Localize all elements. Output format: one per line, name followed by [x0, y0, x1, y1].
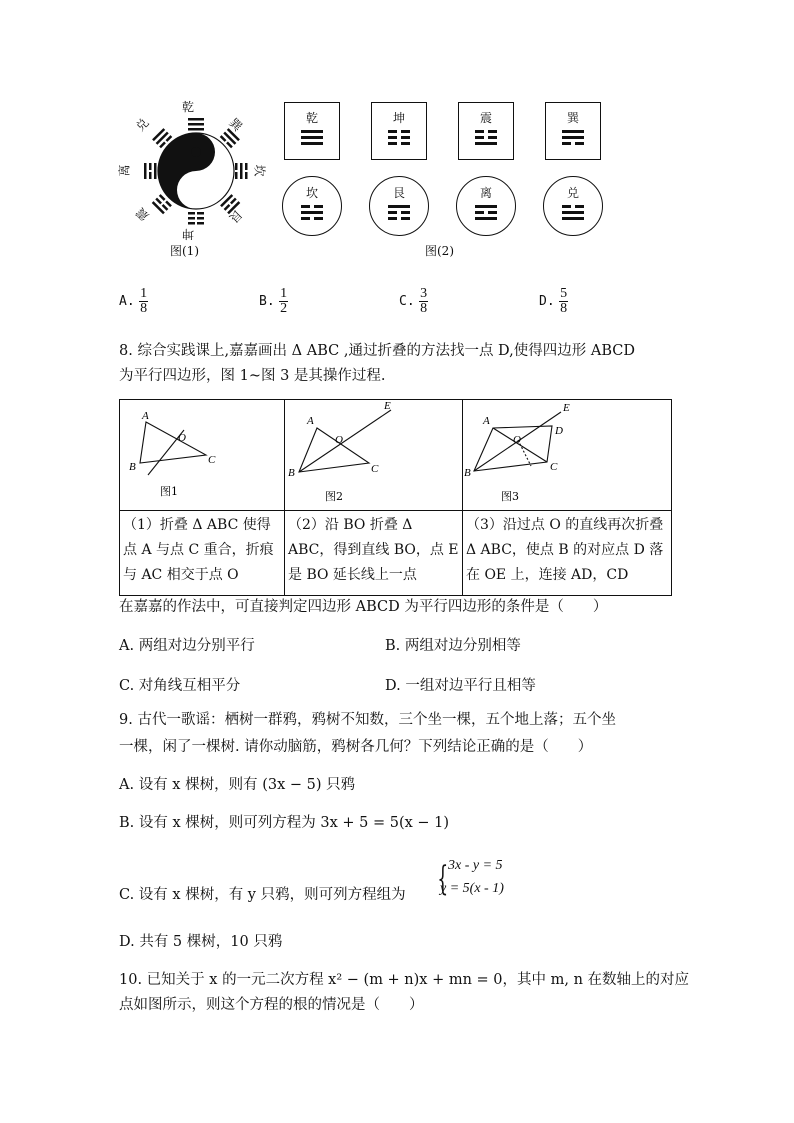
q8-option-d[interactable]: D. 一组对边平行且相等	[385, 678, 536, 694]
trigram-bars	[370, 201, 428, 225]
q7-option-a[interactable]	[119, 287, 148, 316]
trigram-bars	[285, 126, 339, 150]
equation-2: y = 5(x - 1)	[440, 881, 504, 896]
q9-option-d[interactable]: D. 共有 5 棵树，10 只鸦	[119, 934, 283, 950]
point-E: E	[563, 402, 570, 414]
step2-figure	[285, 400, 462, 506]
trigram-label-gen: 艮	[226, 206, 245, 226]
q8-question: 在嘉嘉的作法中，可直接判定四边形 ABCD 为平行四边形的条件是（ ）	[119, 599, 608, 615]
q9-stem-line2: 一棵，闲了一棵树. 请你动脑筋，鸦树各几何？下列结论正确的是（ ）	[119, 739, 593, 755]
step1-figure-cell	[120, 400, 285, 511]
trigram-bars	[372, 126, 426, 150]
card-square-xun	[545, 102, 601, 160]
fig1-caption: 图(1)	[170, 244, 199, 258]
card-label: 巽	[566, 111, 579, 125]
fraction	[139, 287, 148, 316]
fraction	[279, 287, 288, 316]
q9-option-c[interactable]: C. 设有 x 棵树，有 y 只鸦，则可列方程组为	[119, 887, 406, 903]
point-C: C	[371, 463, 379, 475]
point-O: O	[178, 432, 186, 444]
card-label: 艮	[392, 186, 405, 200]
option-letter: B.	[259, 294, 275, 309]
point-B: B	[129, 461, 136, 473]
card-label: 离	[479, 186, 492, 200]
card-square-zhen	[458, 102, 514, 160]
denominator: 8	[560, 301, 568, 316]
point-E: E	[384, 400, 391, 412]
step1-text-cell	[120, 511, 285, 596]
trigram-label-zhen: 震	[133, 204, 152, 224]
q8-option-b[interactable]: B. 两组对边分别相等	[385, 638, 521, 654]
trigram-cards-figure	[280, 100, 600, 260]
card-circle-gen	[369, 176, 429, 236]
step2-text-cell	[285, 511, 463, 596]
numerator: 1	[140, 286, 148, 301]
card-square-kun	[371, 102, 427, 160]
numerator: 1	[280, 286, 288, 301]
card-circle-li	[456, 176, 516, 236]
point-A: A	[307, 415, 314, 427]
left-brace: {	[437, 859, 449, 899]
equation-1: 3x - y = 5	[448, 858, 503, 873]
point-C: C	[208, 454, 216, 466]
trigram-bars	[457, 201, 515, 225]
trigram-label-qian: 乾	[182, 100, 195, 114]
trigram-bars	[459, 126, 513, 150]
card-label: 乾	[305, 111, 318, 125]
fig1-label: 图1	[160, 485, 178, 498]
denominator: 8	[420, 301, 428, 316]
q10-stem-line1: 10. 已知关于 x 的一元二次方程 x² − (m + n)x + mn = 0，其中 m, n 在数轴上的对应	[119, 972, 690, 988]
q9-option-a[interactable]: A. 设有 x 棵树，则有 (3x − 5) 只鸦	[119, 777, 356, 793]
step3-text-cell	[463, 511, 672, 596]
denominator: 8	[140, 301, 148, 316]
card-label: 兑	[566, 186, 579, 200]
card-square-qian	[284, 102, 340, 160]
point-O: O	[335, 434, 343, 446]
point-O: O	[513, 434, 521, 446]
numerator: 5	[560, 286, 568, 301]
point-D: D	[555, 425, 563, 437]
trigram-label-kan: 坎	[252, 164, 267, 177]
step1-text: （1）折叠 Δ ABC 使得点 A 与点 C 重合，折痕与 AC 相交于点 O	[123, 517, 274, 583]
step3-text: （3）沿过点 O 的直线再次折叠 Δ ABC，使点 B 的对应点 D 落在 OE 上，连接 AD，CD	[466, 517, 664, 583]
card-circle-dui	[543, 176, 603, 236]
q7-option-b[interactable]	[259, 287, 288, 316]
trigram-label-li: 离	[117, 164, 132, 177]
trigram-label-xun: 巽	[226, 115, 245, 135]
point-B: B	[464, 467, 471, 479]
q8-option-c[interactable]: C. 对角线互相平分	[119, 678, 241, 694]
option-letter: D.	[539, 294, 555, 309]
card-label: 震	[479, 111, 492, 125]
numerator: 3	[420, 286, 428, 301]
q10-stem-line2: 点如图所示，则这个方程的根的情况是（ ）	[119, 997, 424, 1013]
fig2-label: 图2	[325, 490, 343, 503]
q8-stem-line2: 为平行四边形，图 1~图 3 是其操作过程.	[119, 368, 386, 384]
q9-stem-line1: 9. 古代一歌谣：栖树一群鸦，鸦树不知数，三个坐一棵，五个地上落；五个坐	[119, 712, 616, 728]
denominator: 2	[280, 301, 288, 316]
card-circle-kan	[282, 176, 342, 236]
step2-figure-cell	[285, 400, 463, 511]
q8-option-a[interactable]: A. 两组对边分别平行	[119, 638, 255, 654]
trigram-bars	[283, 201, 341, 225]
q8-steps-table	[119, 399, 672, 596]
trigram-bars	[544, 201, 602, 225]
step2-text: （2）沿 BO 折叠 Δ ABC，得到直线 BO，点 E 是 BO 延长线上一点	[288, 517, 459, 583]
point-C: C	[550, 461, 558, 473]
q9-option-b[interactable]: B. 设有 x 棵树，则可列方程为 3x + 5 = 5(x − 1)	[119, 815, 450, 831]
taiji-figure	[118, 96, 268, 256]
trigram-bars	[546, 126, 600, 150]
step3-figure	[463, 400, 671, 506]
point-B: B	[288, 467, 295, 479]
step3-figure-cell	[463, 400, 672, 511]
fig3-label: 图3	[501, 490, 519, 503]
option-letter: A.	[119, 294, 135, 309]
step1-figure	[120, 400, 284, 506]
point-A: A	[483, 415, 490, 427]
card-label: 坤	[392, 111, 405, 125]
trigram-label-kun: 坤	[182, 227, 195, 241]
q8-stem-line1: 8. 综合实践课上,嘉嘉画出 Δ ABC ,通过折叠的方法找一点 D,使得四边形 ABCD	[119, 343, 636, 359]
q7-option-d[interactable]	[539, 287, 568, 316]
card-label: 坎	[305, 186, 318, 200]
fraction	[559, 287, 568, 316]
fraction	[419, 287, 428, 316]
fig2-caption: 图(2)	[425, 244, 454, 258]
q7-option-c[interactable]	[399, 287, 428, 316]
option-letter: C.	[399, 294, 415, 309]
trigram-label-dui: 兑	[133, 115, 152, 135]
point-A: A	[142, 410, 149, 422]
